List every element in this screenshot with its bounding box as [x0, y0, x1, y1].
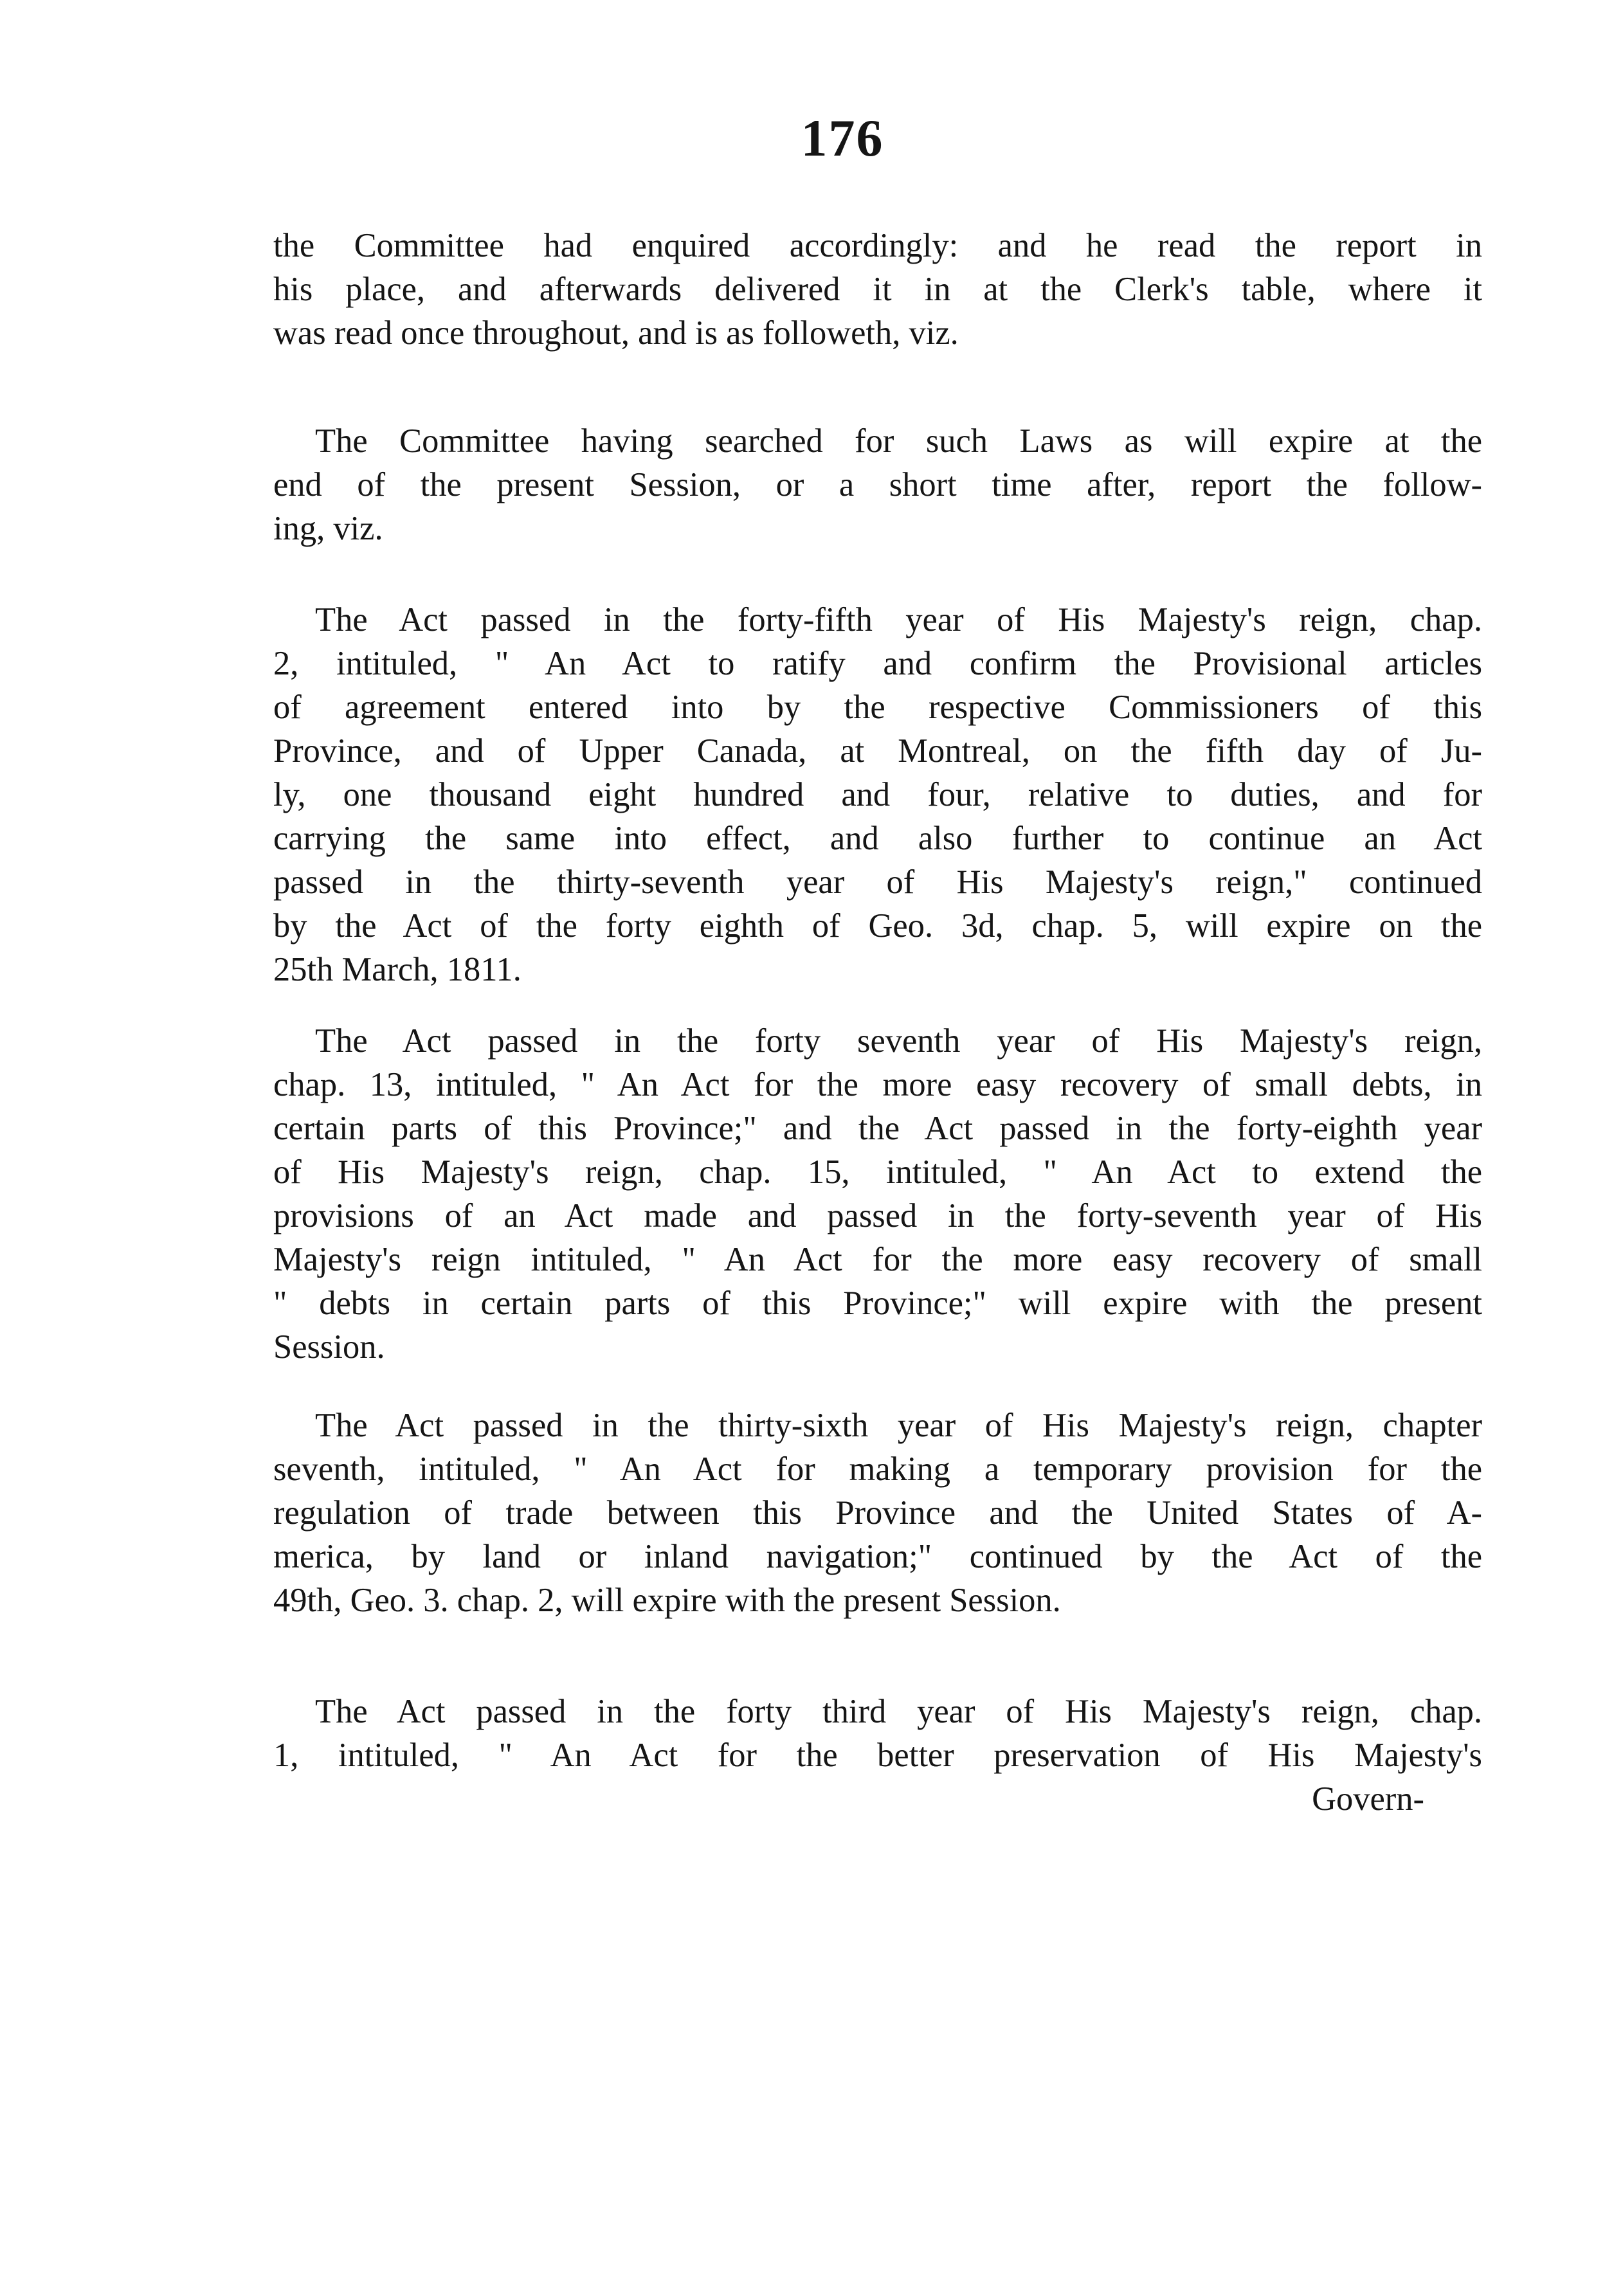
- text-line: of His Majesty's reign, chap. 15, intituled, " An Act to extend the: [273, 1153, 1482, 1191]
- text-line: 1, intituled, " An Act for the better preservation of His Majesty's: [273, 1737, 1482, 1774]
- text-line: The Committee having searched for such Laws as will expire at the: [315, 422, 1482, 460]
- text-line: passed in the thirty-seventh year of His Majesty's reign," continued: [273, 863, 1482, 901]
- text-line: end of the present Session, or a short time after, report the follow-: [273, 466, 1482, 503]
- paragraph-intro: [273, 224, 1482, 355]
- page-number: 176: [801, 109, 884, 167]
- text-line: carrying the same into effect, and also further to continue an Act: [273, 820, 1482, 857]
- text-line: The Act passed in the thirty-sixth year of His Majesty's reign, chapter: [315, 1407, 1482, 1444]
- text-line: regulation of trade between this Province and the United States of A-: [273, 1494, 1482, 1532]
- text-line: chap. 13, intituled, " An Act for the more easy recovery of small debts, in: [273, 1066, 1482, 1103]
- text-line: The Act passed in the forty-fifth year of His Majesty's reign, chap.: [315, 601, 1482, 638]
- text-line: The Act passed in the forty third year of His Majesty's reign, chap.: [315, 1693, 1482, 1730]
- text-line: Majesty's reign intituled, " An Act for the more easy recovery of small: [273, 1241, 1482, 1278]
- text-line: the Committee had enquired accordingly: and he read the report in: [273, 227, 1482, 264]
- text-line: by the Act of the forty eighth of Geo. 3d, chap. 5, will expire on the: [273, 907, 1482, 945]
- text-line: 49th, Geo. 3. chap. 2, will expire with the present Session.: [273, 1582, 1061, 1619]
- paragraph-act-forty-third: [273, 1690, 1482, 1821]
- text-line: Session.: [273, 1328, 385, 1366]
- paragraph-act-forty-fifth: [273, 598, 1482, 991]
- text-line: ly, one thousand eight hundred and four, relative to duties, and for: [273, 776, 1482, 813]
- text-line: provisions of an Act made and passed in the forty-seventh year of His: [273, 1197, 1482, 1234]
- text-line: ing, viz.: [273, 510, 383, 547]
- paragraph-act-forty-seventh: [273, 1019, 1482, 1369]
- text-line: Province, and of Upper Canada, at Montreal, on the fifth day of Ju-: [273, 732, 1482, 770]
- text-line: 25th March, 1811.: [273, 951, 521, 988]
- catchword: Govern-: [1312, 1780, 1424, 1818]
- text-line: 2, intituled, " An Act to ratify and confirm the Provisional articles: [273, 645, 1482, 682]
- text-line: " debts in certain parts of this Province;" will expire with the present: [273, 1285, 1482, 1322]
- text-line: certain parts of this Province;" and the Act passed in the forty-eighth year: [273, 1110, 1482, 1147]
- text-line: The Act passed in the forty seventh year of His Majesty's reign,: [315, 1022, 1482, 1060]
- text-line: seventh, intituled, " An Act for making a temporary provision for the: [273, 1451, 1482, 1488]
- text-line: merica, by land or inland navigation;" continued by the Act of the: [273, 1538, 1482, 1575]
- paragraph-report: [273, 419, 1482, 550]
- text-line: was read once throughout, and is as followeth, viz.: [273, 314, 959, 352]
- text-line: of agreement entered into by the respective Commissioners of this: [273, 689, 1482, 726]
- text-line: his place, and afterwards delivered it in at the Clerk's table, where it: [273, 271, 1482, 308]
- paragraph-act-thirty-sixth: [273, 1404, 1482, 1622]
